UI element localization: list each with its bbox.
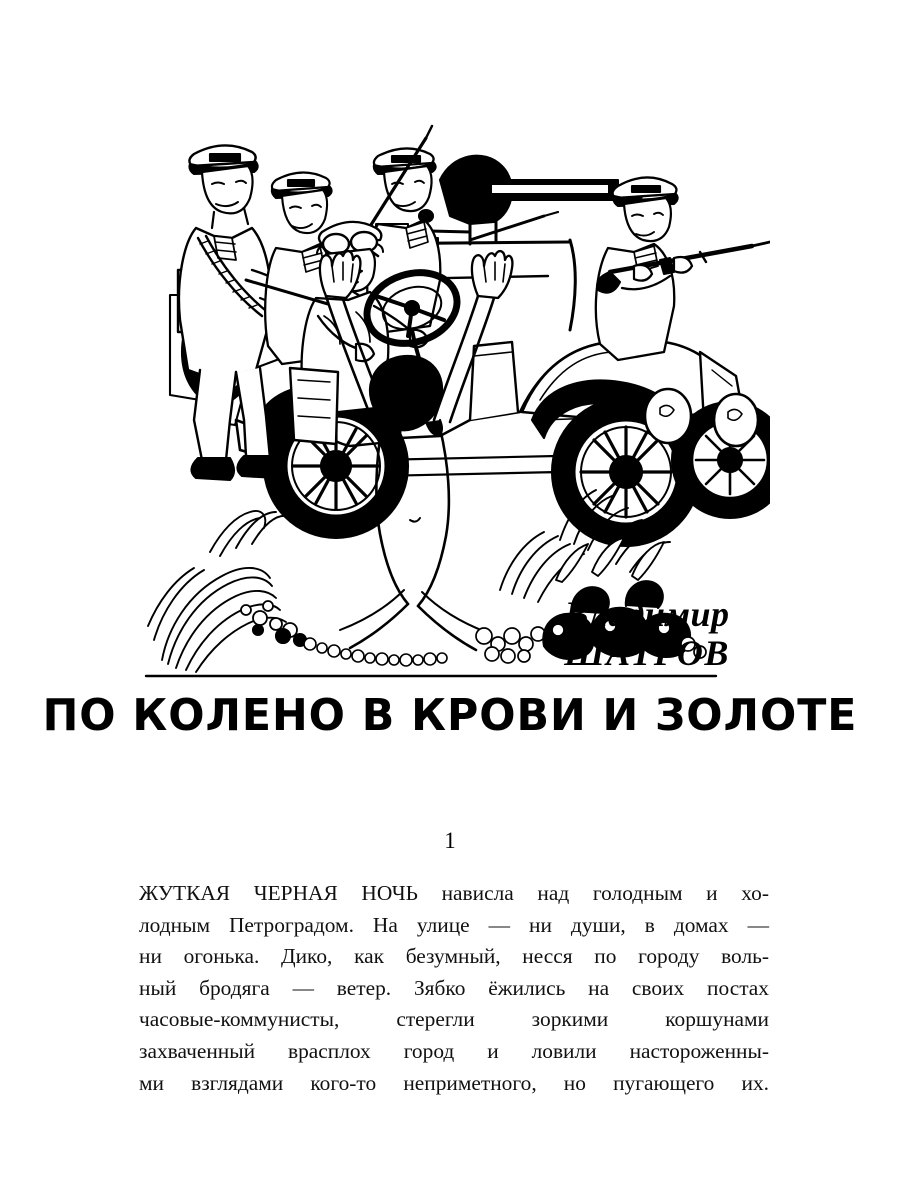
- author-first-name: Владимир: [564, 594, 730, 634]
- body-line: ни огонька. Дико, как безумный, несся по городу воль-: [139, 944, 769, 969]
- body-line: ми взглядами кого-то неприметного, но пугающего их.: [139, 1070, 769, 1095]
- author-last-name: ШАТРОВ: [564, 632, 730, 673]
- body-paragraph: [139, 878, 769, 1099]
- body-line: лодным Петроградом. На улице — ни души, в домах —: [139, 912, 769, 937]
- book-title: ПО КОЛЕНО В КРОВИ И ЗОЛОТЕ: [42, 690, 858, 741]
- body-line: захваченный врасплох город и ловили настороженны-: [139, 1038, 769, 1063]
- author-name: [512, 596, 782, 671]
- chapter-number: 1: [444, 828, 456, 853]
- body-line: часовые-коммунисты, стерегли зоркими коршунами: [139, 1007, 769, 1032]
- body-line: ный бродяга — ветер. Зябко ёжились на своих постах: [139, 975, 769, 1000]
- body-line: ЖУТКАЯ ЧЕРНАЯ НОЧЬ нависла над голодным и хо-: [139, 881, 769, 905]
